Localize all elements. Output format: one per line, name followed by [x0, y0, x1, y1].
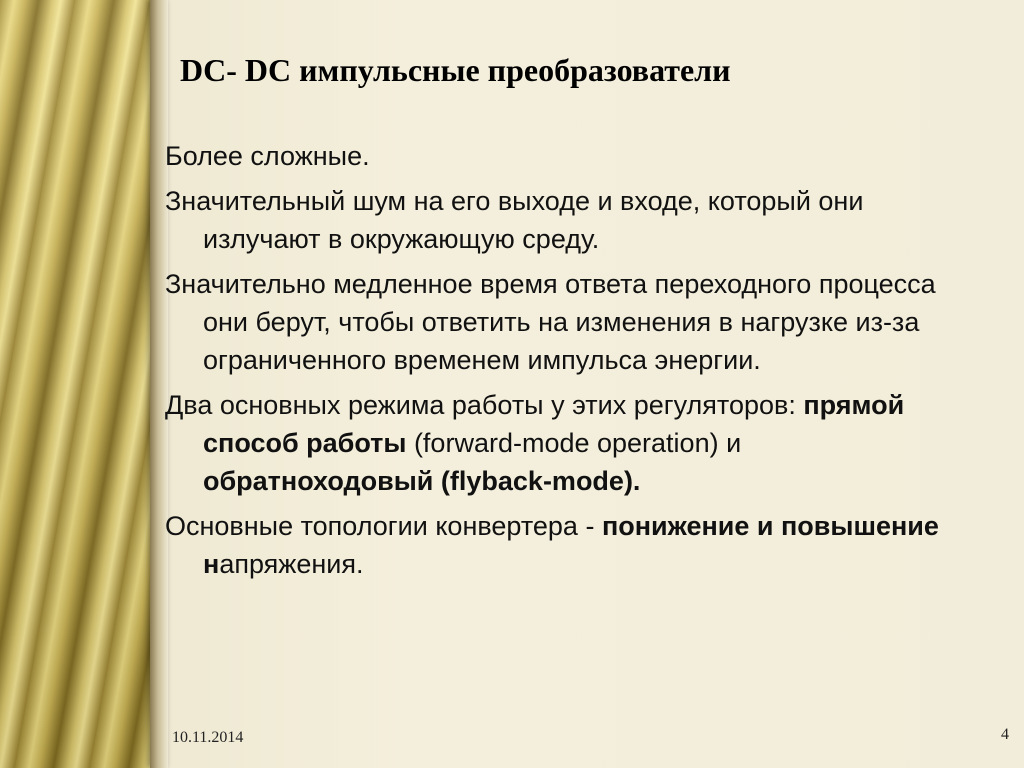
bullet-text: Значительно медленное время ответа переходного процесса они берут, чтобы ответить на изменения в нагрузке из-за ограниченного временем импульса энергии.: [165, 269, 936, 375]
decorative-gold-stripes: [0, 0, 155, 768]
bullet-item: [165, 386, 975, 500]
slide-page-number: 4: [1001, 726, 1009, 743]
bullet-text: апряжения.: [219, 549, 364, 579]
bullet-item: [165, 507, 975, 583]
footer-date: 10.11.2014: [172, 729, 244, 746]
bullet-text: Два основных режима работы у этих регуляторов:: [165, 390, 804, 420]
bullet-item: [165, 137, 975, 175]
bullet-text-bold: обратноходовый (flyback-mode).: [203, 466, 641, 496]
bullet-text-bold: понижение и повышение н: [203, 511, 939, 579]
bullet-text: (forward-mode operation) и: [406, 428, 742, 458]
slide-title: DC- DC импульсные преобразователи: [180, 52, 731, 88]
bullet-item: [165, 182, 975, 258]
bullet-item: [165, 265, 975, 379]
bullet-list: [165, 137, 975, 590]
bullet-text: Основные топологии конвертера -: [165, 511, 602, 541]
bullet-text: Более сложные.: [165, 141, 370, 171]
bullet-text-bold: прямой способ работы: [203, 390, 905, 458]
bullet-text: Значительный шум на его выходе и входе, который они излучают в окружающую среду.: [165, 186, 864, 254]
